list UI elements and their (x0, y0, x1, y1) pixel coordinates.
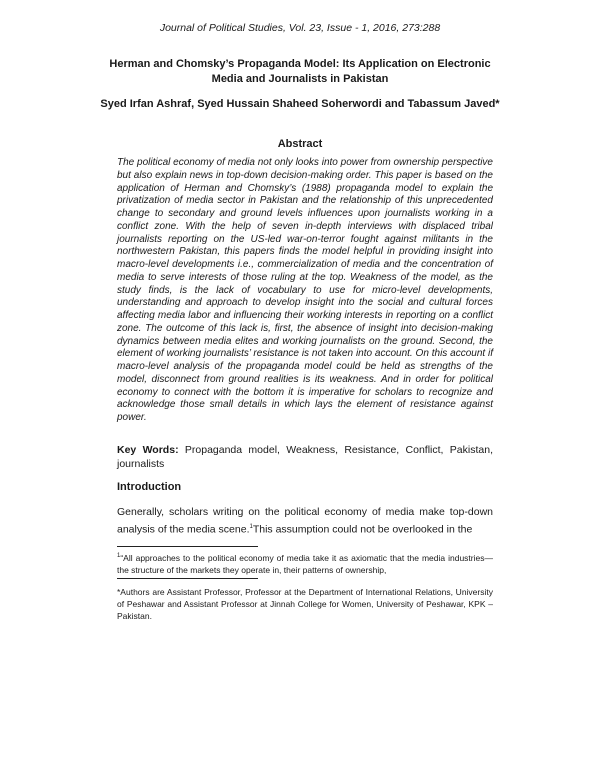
footnote-divider (117, 546, 258, 547)
author-list: Syed Irfan Ashraf, Syed Hussain Shaheed Soherwordi and Tabassum Javed* (100, 98, 500, 110)
paper-title: Herman and Chomsky’s Propaganda Model: Its Application on Electronic Media and Journalists in Pakistan (109, 58, 491, 85)
introduction-text-after: This assumption could not be overlooked in the (252, 523, 473, 535)
introduction-heading: Introduction (117, 481, 182, 493)
journal-citation: Journal of Political Studies, Vol. 23, Issue - 1, 2016, 273:288 (159, 22, 441, 34)
introduction-body (117, 505, 493, 537)
footnote-1-text: “All approaches to the political economy of media take it as axiomatic that the media industries—the structure of the markets they operate in, their patterns of ownership, (117, 552, 493, 575)
abstract-heading: Abstract (277, 138, 323, 150)
introduction-text-before: Generally, scholars writing on the political economy of media make top-down analysis of the media scene. (117, 506, 493, 535)
keywords-label: Key Words: (117, 444, 179, 456)
keywords (117, 443, 493, 471)
author-affiliation-note: *Authors are Assistant Professor, Professor at the Department of International Relations, University of Peshawar and Assistant Professor at Jinnah College for Women, University of Peshawar, KPK – Pakistan. (117, 587, 493, 621)
footnote-1 (117, 550, 493, 576)
footnote-ref: 1 (249, 523, 253, 530)
footnote-1-mark: 1 (117, 553, 121, 559)
abstract-body: The political economy of media not only looks into power from ownership perspective but also explain news in top-down decision-making order. This paper is based on the application of Herman and Chomsky’s (1988) propaganda model to explain the privatization of media sector in Pakistan and the relationship of this unprecedented change to secondary and ground levels influences upon journalists working in a conflict zone. With the help of seven in-depth interviews with displaced tribal journalists reporting on the US-led war-on-terror fought against militants in the northwestern Pakistan, this papers finds the model helpful in providing insight into macro-level developments i.e., commercialization of media and the concentration of media to serve interests of those ruling at the top. Weakness of the model, as the study finds, is the lack of vocabulary to use for micro-level developments, understanding and approach to develop insight into the social and cultural forces affecting media labor and influencing their working interests in reporting on a conflict zone. The outcome of this lack is, first, the absence of insight into decision-making dynamics between media elites and working journalists on the ground. Second, the element of working journalists’ resistance is not taken into account. On this account if macro-level analysis of the propaganda model could be held as strengths of the model, disconnect from ground realities is its weakness. And in order for political economy to connect with the bottom it is imperative for scholars to recognize and acknowledge those small details in which lays the element of resistance against power. (117, 157, 493, 423)
author-note-divider (117, 578, 258, 579)
keywords-text: Propaganda model, Weakness, Resistance, Conflict, Pakistan, journalists (117, 444, 493, 470)
